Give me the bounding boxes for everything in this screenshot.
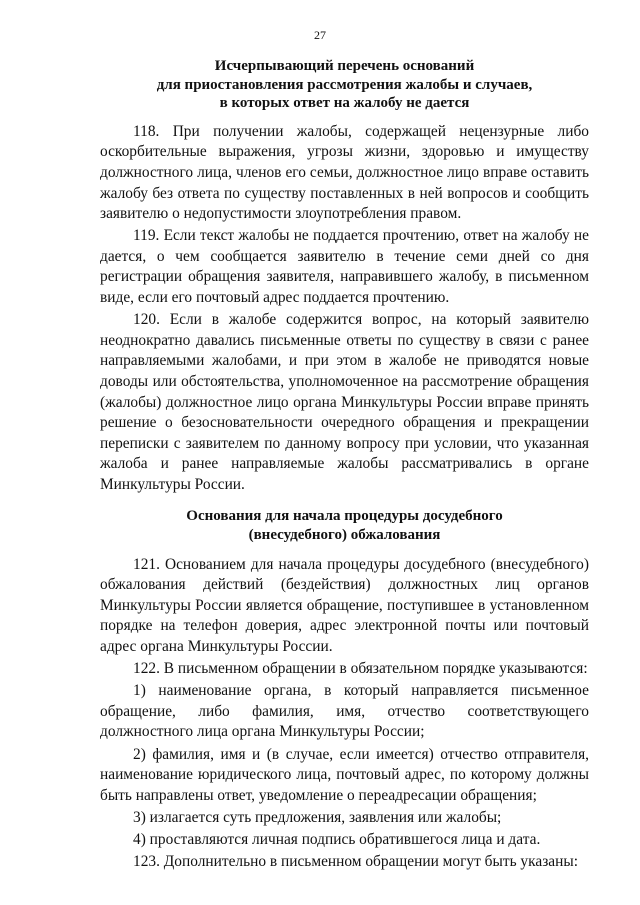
list-item-1: 1) наименование органа, в который направляется письменное обращение, либо фамилия, имя, отчество соответствующего должностного лица органа Минкультуры России; [100,682,589,741]
page-content [100,57,589,874]
section-heading-grounds-for-appeal [100,507,589,544]
paragraph-119: 119. Если текст жалобы не поддается прочтению, ответ на жалобу не дается, о чем сообщается заявителю в течение семи дней со дня регистрации обращения заявителя, направившего жалобу, в письменном виде, если его почтовый адрес поддается прочтению. [100,227,589,307]
heading-line: (внесудебного) обжалования [248,527,441,544]
paragraph-122: 122. В письменном обращении в обязательном порядке указываются: [133,660,588,678]
list-item-4: 4) проставляются личная подпись обратившегося лица и дата. [133,830,541,848]
heading-line: для приостановления рассмотрения жалобы и случаев, [156,76,533,93]
list-item-2: 2) фамилия, имя и (в случае, если имеется) отчество отправителя, наименование юридического лица, почтовый адрес, по которому должны быть направлены ответ, уведомление о переадресации обращения; [100,745,589,804]
paragraph-118: 118. При получении жалобы, содержащей нецензурные либо оскорбительные выражения, угрозы жизни, здоровью и имуществу должностного лица, членов его семьи, должностное лицо вправе оставить жалобу без ответа по существу поставленных в ней вопросов и сообщить заявителю о недопустимости злоупотребления правом. [100,122,589,223]
heading-line: Основания для начала процедуры досудебного [186,508,503,525]
paragraph-120: 120. Если в жалобе содержится вопрос, на который заявителю неоднократно давались письменные ответы по существу в связи с ранее направляемыми жалобами, и при этом в жалобе не приводятся новые доводы или обстоятельства, уполномоченное на рассмотрение обращения (жалобы) должностное лицо органа Минкультуры России вправе принять решение о безосновательности очередного обращения и прекращении переписки с заявителем по данному вопросу при условии, что указанная жалоба и ранее направляемые жалобы рассматривались в органе Минкультуры России. [100,311,589,493]
page-number: 27 [314,28,326,42]
heading-line: Исчерпывающий перечень оснований [214,58,475,74]
paragraph-123: 123. Дополнительно в письменном обращении могут быть указаны: [133,852,578,870]
list-item-3: 3) излагается суть предложения, заявления или жалобы; [133,808,502,826]
paragraph-121: 121. Основанием для начала процедуры досудебного (внесудебного) обжалования действий (бездействия) должностных лиц органов Минкультуры России является обращение, поступившее в установленном порядке на телефон доверия, адрес электронной почты или почтовый адрес органа Минкультуры России. [100,555,589,656]
section-heading-grounds-for-suspension [100,57,589,113]
heading-line: в которых ответ на жалобу не дается [219,95,470,112]
